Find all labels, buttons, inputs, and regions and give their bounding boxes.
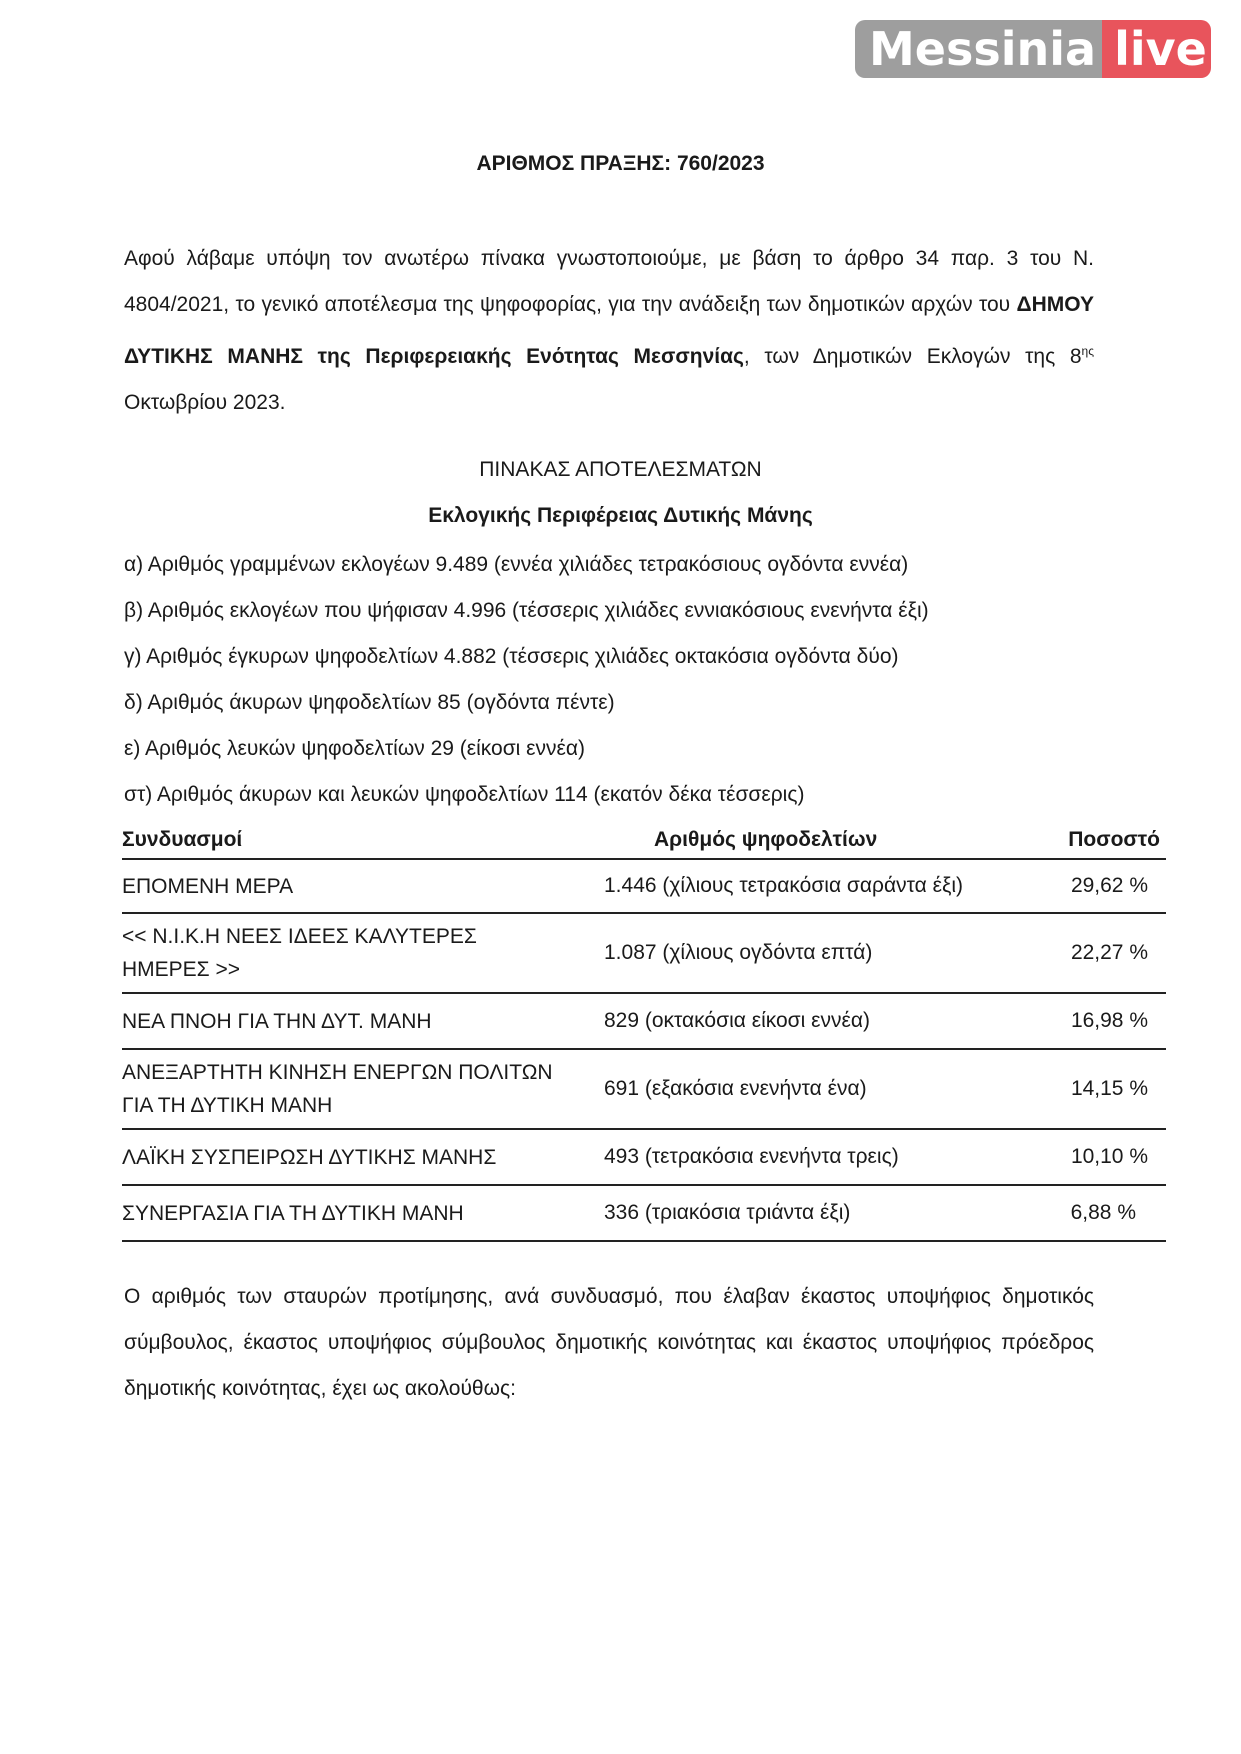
intro-text-1: Αφού λάβαμε υπόψη τον ανωτέρω πίνακα γνωστοποιούμε, με βάση το άρθρο 34 παρ. 3 του Ν. 4804/2021, το γενικό αποτέλεσμα της ψηφοφορίας, για την ανάδειξη των δημοτικών αρχών του xyxy=(124,247,1094,316)
coalition-name: ΝΕΑ ΠΝΟΗ ΓΙΑ ΤΗΝ ΔΥΤ. ΜΑΝΗ xyxy=(122,1009,432,1033)
table-row xyxy=(122,1130,1166,1186)
table-row xyxy=(122,914,1166,994)
messinia-live-logo xyxy=(855,20,1211,78)
header-coalitions: Συνδυασμοί xyxy=(122,828,243,851)
header-percentage: Ποσοστό xyxy=(1068,828,1160,851)
coalition-percentage: 10,10 % xyxy=(1070,1145,1148,1168)
coalition-votes: 493 (τετρακόσια ενενήντα τρεις) xyxy=(604,1145,899,1168)
results-table xyxy=(122,822,1166,1242)
coalition-name: << Ν.Ι.Κ.Η ΝΕΕΣ ΙΔΕΕΣ ΚΑΛΥΤΕΡΕΣ ΗΜΕΡΕΣ >> xyxy=(122,925,477,981)
table-row xyxy=(122,860,1166,914)
coalition-votes: 1.446 (χίλιους τετρακόσια σαράντα έξι) xyxy=(604,874,963,897)
coalition-votes: 691 (εξακόσια ενενήντα ένα) xyxy=(604,1077,867,1100)
stat-valid-ballots: γ) Αριθμός έγκυρων ψηφοδελτίων 4.882 (τέσσερις χιλιάδες οκτακόσια ογδόντα δύο) xyxy=(124,645,899,668)
intro-text-3: Οκτωβρίου 2023. xyxy=(124,391,286,414)
coalition-percentage: 6,88 % xyxy=(1070,1201,1136,1224)
act-number-heading: ΑΡΙΘΜΟΣ ΠΡΑΞΗΣ: 760/2023 xyxy=(476,152,765,175)
results-table-title: ΠΙΝΑΚΑΣ ΑΠΟΤΕΛΕΣΜΑΤΩΝ xyxy=(479,458,762,481)
intro-paragraph xyxy=(124,236,1094,426)
coalition-percentage: 29,62 % xyxy=(1070,874,1148,897)
coalition-votes: 1.087 (χίλιους ογδόντα επτά) xyxy=(604,941,873,964)
stat-invalid-ballots: δ) Αριθμός άκυρων ψηφοδελτίων 85 (ογδόντα πέντε) xyxy=(124,691,615,714)
coalition-name: ΑΝΕΞΑΡΤΗΤΗ ΚΙΝΗΣΗ ΕΝΕΡΓΩΝ ΠΟΛΙΤΩΝ ΓΙΑ ΤΗ ΔΥΤΙΚΗ ΜΑΝΗ xyxy=(122,1061,553,1117)
coalition-name: ΣΥΝΕΡΓΑΣΙΑ ΓΙΑ ΤΗ ΔΥΤΙΚΗ ΜΑΝΗ xyxy=(122,1201,464,1225)
intro-text-2: , των Δημοτικών Εκλογών της 8 xyxy=(743,345,1082,368)
table-row xyxy=(122,994,1166,1050)
stat-invalid-and-blank-ballots: στ) Αριθμός άκυρων και λευκών ψηφοδελτίων 114 (εκατόν δέκα τέσσερις) xyxy=(124,783,805,806)
stat-registered-voters: α) Αριθμός γραμμένων εκλογέων 9.489 (εννέα χιλιάδες τετρακόσιους ογδόντα εννέα) xyxy=(124,553,909,576)
table-row xyxy=(122,1050,1166,1130)
intro-ordinal-sup: ης xyxy=(1081,344,1094,358)
stat-blank-ballots: ε) Αριθμός λευκών ψηφοδελτίων 29 (είκοσι εννέα) xyxy=(124,737,586,760)
logo-part-2: live xyxy=(1102,20,1211,78)
logo-part-1: Messinia xyxy=(855,20,1102,78)
header-ballots: Αριθμός ψηφοδελτίων xyxy=(654,828,878,851)
closing-paragraph: Ο αριθμός των σταυρών προτίμησης, ανά συνδυασμό, που έλαβαν έκαστος υποψήφιος δημοτικός σύμβουλος, έκαστος υποψήφιος σύμβουλος δημοτικής κοινότητας και έκαστος υποψήφιος πρόεδρος δημοτικής κοινότητας, έχει ως ακολούθως: xyxy=(124,1285,1094,1400)
coalition-name: ΕΠΟΜΕΝΗ ΜΕΡΑ xyxy=(122,874,294,898)
intro-bold-municipality: ΔΗΜΟΥ ΔΥΤΙΚΗΣ ΜΑΝΗΣ της Περιφερειακής Ενότητας Μεσσηνίας xyxy=(124,293,1094,368)
coalition-votes: 336 (τριακόσια τριάντα έξι) xyxy=(604,1201,851,1224)
coalition-percentage: 16,98 % xyxy=(1070,1009,1148,1032)
coalition-percentage: 22,27 % xyxy=(1070,941,1148,964)
coalition-votes: 829 (οκτακόσια είκοσι εννέα) xyxy=(604,1009,870,1032)
stat-voters-voted: β) Αριθμός εκλογέων που ψήφισαν 4.996 (τέσσερις χιλιάδες εννιακόσιους ενενήντα έξι) xyxy=(124,599,929,622)
table-header-row xyxy=(122,822,1166,860)
coalition-percentage: 14,15 % xyxy=(1070,1077,1148,1100)
table-row xyxy=(122,1186,1166,1242)
results-table-subtitle: Εκλογικής Περιφέρειας Δυτικής Μάνης xyxy=(428,504,813,527)
election-stats-list xyxy=(124,542,929,818)
coalition-name: ΛΑΪΚΗ ΣΥΣΠΕΙΡΩΣΗ ΔΥΤΙΚΗΣ ΜΑΝΗΣ xyxy=(122,1145,497,1169)
